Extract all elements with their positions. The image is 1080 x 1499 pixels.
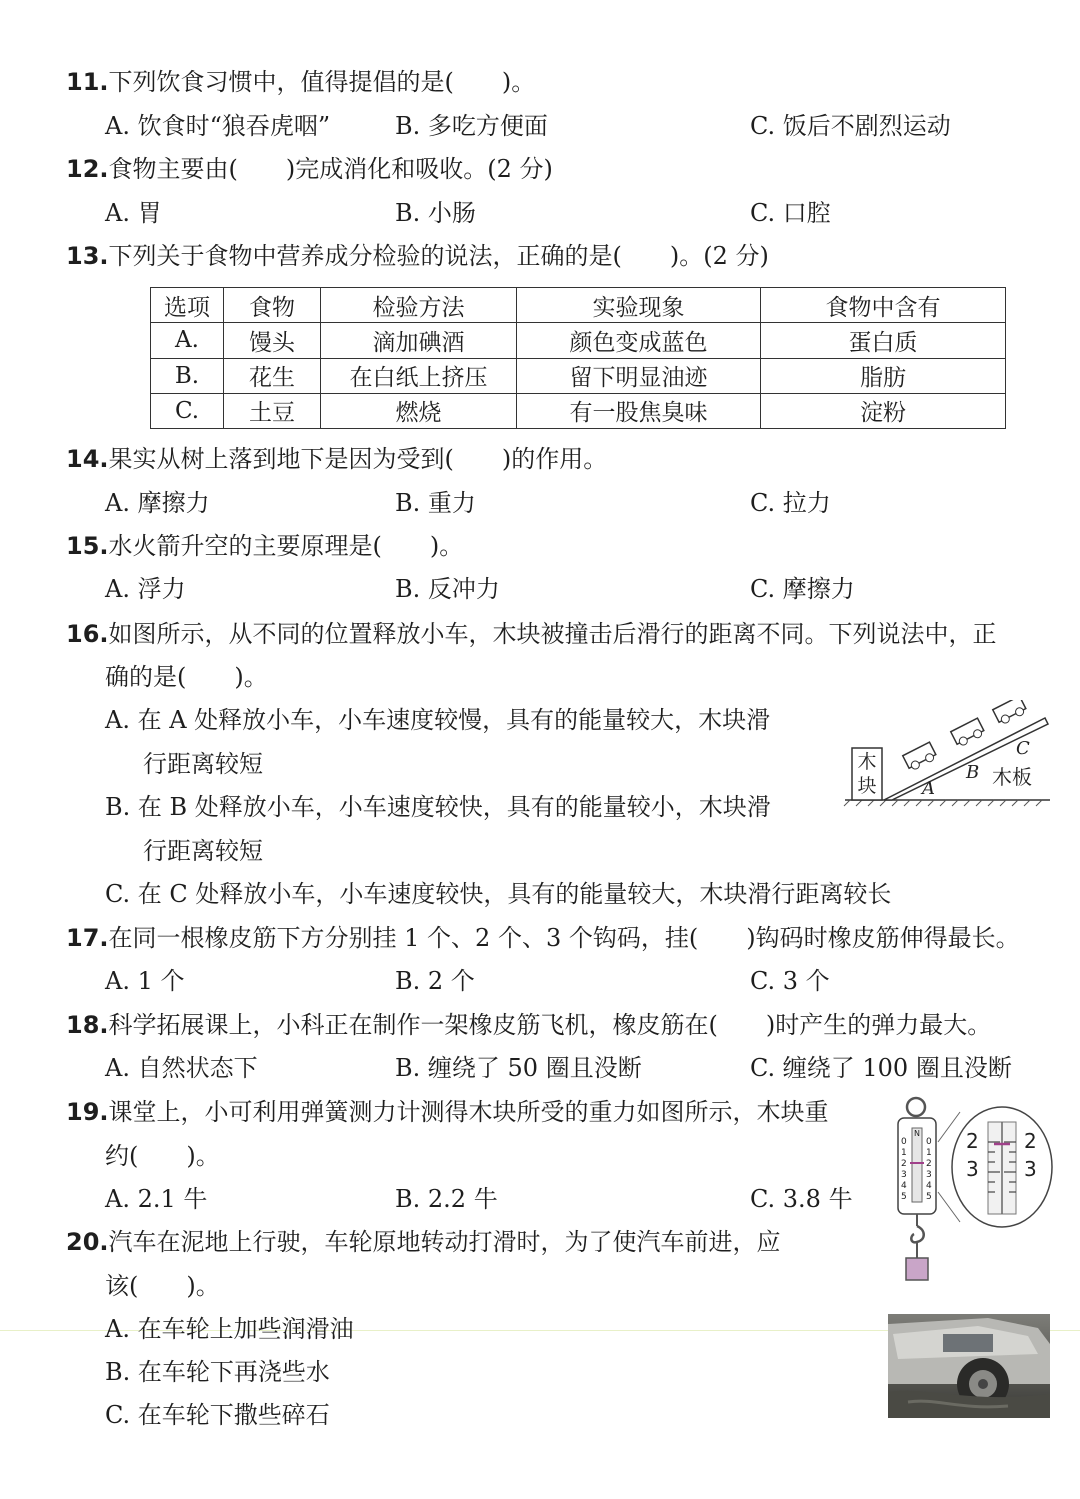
table-cell: 馒头 <box>224 323 321 358</box>
table-header: 实验现象 <box>517 288 761 323</box>
question-11 <box>66 66 535 98</box>
table-header: 检验方法 <box>321 288 517 323</box>
question-text: 果实从树上落到地下是因为受到( )的作用。 <box>108 445 608 473</box>
question-number: 13. <box>66 242 109 270</box>
question-16 <box>66 618 997 650</box>
board-label: 木板 <box>992 765 1032 789</box>
question-text: 水火箭升空的主要原理是( )。 <box>108 532 464 560</box>
question-12 <box>66 153 553 185</box>
option-a: A. 胃 <box>105 199 162 227</box>
option-b: B. 缠绕了 50 圈且没断 <box>395 1054 642 1082</box>
scale-unit: N <box>914 1129 920 1138</box>
svg-text:1: 1 <box>926 1148 932 1158</box>
table-cell: 留下明显油迹 <box>517 358 761 393</box>
question-18 <box>66 1009 991 1041</box>
svg-text:0: 0 <box>926 1137 932 1147</box>
table-cell: 滴加碘酒 <box>321 323 517 358</box>
nutrition-test-table <box>150 287 1006 429</box>
option-a-continued: 行距离较短 <box>143 750 263 778</box>
table-cell: 燃烧 <box>321 393 517 428</box>
svg-text:5: 5 <box>901 1192 907 1202</box>
table-row <box>151 358 1006 393</box>
option-c: C. 缠绕了 100 圈且没断 <box>750 1054 1012 1082</box>
table-header: 食物中含有 <box>761 288 1006 323</box>
option-a: A. 2.1 牛 <box>105 1185 208 1213</box>
option-b: B. 多吃方便面 <box>395 112 548 140</box>
option-c: C. 饭后不剧烈运动 <box>750 112 951 140</box>
label-c: C <box>1016 738 1030 759</box>
svg-text:4: 4 <box>901 1181 907 1191</box>
question-20 <box>66 1226 781 1258</box>
table-header: 选项 <box>151 288 224 323</box>
question-number: 11. <box>66 68 109 96</box>
question-text: 课堂上，小可利用弹簧测力计测得木块所受的重力如图所示，木块重 <box>108 1098 829 1126</box>
option-a: A. 浮力 <box>105 575 186 603</box>
zoom-label-3-left: 3 <box>966 1157 979 1181</box>
label-a: A <box>922 778 935 799</box>
question-text-continued: 该( )。 <box>105 1272 220 1300</box>
option-a: A. 自然状态下 <box>105 1054 258 1082</box>
question-13 <box>66 240 769 272</box>
question-number: 18. <box>66 1011 109 1039</box>
spring-scale-figure <box>890 1092 1060 1287</box>
table-cell: 脂肪 <box>761 358 1006 393</box>
option-c: C. 3.8 牛 <box>750 1185 853 1213</box>
question-text: 下列关于食物中营养成分检验的说法，正确的是( )。(2 分) <box>108 242 769 270</box>
option-a: A. 摩擦力 <box>105 489 210 517</box>
ramp-figure <box>840 700 1055 810</box>
option-c: C. 摩擦力 <box>750 575 855 603</box>
table-cell: 花生 <box>224 358 321 393</box>
zoom-label-2-left: 2 <box>966 1129 979 1153</box>
scale-hook <box>911 1226 923 1242</box>
question-number: 20. <box>66 1228 109 1256</box>
question-text: 食物主要由( )完成消化和吸收。(2 分) <box>108 155 553 183</box>
cart-b <box>951 718 986 748</box>
cart-a <box>903 742 938 772</box>
option-a: A. 在 A 处释放小车，小车速度较慢，具有的能量较大，木块滑 <box>105 706 771 734</box>
table-header-row <box>151 288 1006 323</box>
svg-text:1: 1 <box>901 1148 907 1158</box>
question-text: 科学拓展课上，小科正在制作一架橡皮筋飞机，橡皮筋在( )时产生的弹力最大。 <box>108 1011 992 1039</box>
label-b: B <box>966 762 980 783</box>
table-cell: 土豆 <box>224 393 321 428</box>
table-header: 食物 <box>224 288 321 323</box>
zoom-label-3-right: 3 <box>1024 1157 1037 1181</box>
table-cell: C. <box>151 393 224 428</box>
question-text: 下列饮食习惯中，值得提倡的是( )。 <box>108 68 536 96</box>
weight-block <box>906 1258 928 1280</box>
question-15 <box>66 530 463 562</box>
question-number: 16. <box>66 620 109 648</box>
block-label-bottom: 块 <box>857 775 877 797</box>
question-number: 17. <box>66 924 109 952</box>
table-cell: 颜色变成蓝色 <box>517 323 761 358</box>
question-17 <box>66 922 1020 954</box>
scale-left-numbers <box>901 1137 907 1202</box>
table-cell: A. <box>151 323 224 358</box>
svg-text:5: 5 <box>926 1192 932 1202</box>
option-b: B. 反冲力 <box>395 575 500 603</box>
table-cell: 蛋白质 <box>761 323 1006 358</box>
question-19 <box>66 1096 829 1128</box>
question-text-continued: 确的是( )。 <box>105 663 268 691</box>
svg-text:0: 0 <box>901 1137 907 1147</box>
cart-c <box>993 700 1028 726</box>
option-c: C. 在 C 处释放小车，小车速度较快，具有的能量较大，木块滑行距离较长 <box>105 880 892 908</box>
option-a: A. 饮食时“狼吞虎咽” <box>105 112 331 140</box>
option-b: B. 在车轮下再浇些水 <box>105 1358 330 1386</box>
question-text: 如图所示，从不同的位置释放小车，木块被撞击后滑行的距离不同。下列说法中，正 <box>108 620 997 648</box>
question-text: 汽车在泥地上行驶，车轮原地转动打滑时，为了使汽车前进，应 <box>108 1228 781 1256</box>
table-cell: 在白纸上挤压 <box>321 358 517 393</box>
option-c: C. 3 个 <box>750 967 830 995</box>
question-14 <box>66 443 607 475</box>
svg-text:2: 2 <box>901 1159 907 1169</box>
option-b-continued: 行距离较短 <box>143 837 263 865</box>
scale-ring <box>907 1098 925 1116</box>
svg-text:2: 2 <box>926 1159 932 1169</box>
scale-right-numbers <box>926 1137 932 1202</box>
table-cell: 淀粉 <box>761 393 1006 428</box>
question-text: 在同一根橡皮筋下方分别挂 1 个、2 个、3 个钩码，挂( )钩码时橡皮筋伸得最长。 <box>108 924 1020 952</box>
question-number: 14. <box>66 445 109 473</box>
option-a: A. 在车轮上加些润滑油 <box>105 1315 354 1343</box>
table-cell: B. <box>151 358 224 393</box>
option-c: C. 口腔 <box>750 199 831 227</box>
question-text-continued: 约( )。 <box>105 1142 220 1170</box>
option-b: B. 重力 <box>395 489 476 517</box>
block-label-top: 木 <box>857 751 877 773</box>
option-c: C. 拉力 <box>750 489 831 517</box>
option-b: B. 2.2 牛 <box>395 1185 498 1213</box>
option-a: A. 1 个 <box>105 967 185 995</box>
table-row <box>151 393 1006 428</box>
svg-text:3: 3 <box>926 1170 932 1180</box>
svg-text:3: 3 <box>901 1170 907 1180</box>
option-b: B. 2 个 <box>395 967 475 995</box>
option-c: C. 在车轮下撒些碎石 <box>105 1401 330 1429</box>
svg-text:4: 4 <box>926 1181 932 1191</box>
option-b: B. 小肠 <box>395 199 476 227</box>
zoom-label-2-right: 2 <box>1024 1129 1037 1153</box>
question-number: 15. <box>66 532 109 560</box>
question-number: 19. <box>66 1098 109 1126</box>
question-number: 12. <box>66 155 109 183</box>
table-cell: 有一股焦臭味 <box>517 393 761 428</box>
table-row <box>151 323 1006 358</box>
option-b: B. 在 B 处释放小车，小车速度较快，具有的能量较小，木块滑 <box>105 793 771 821</box>
car-in-mud-photo <box>888 1314 1050 1418</box>
